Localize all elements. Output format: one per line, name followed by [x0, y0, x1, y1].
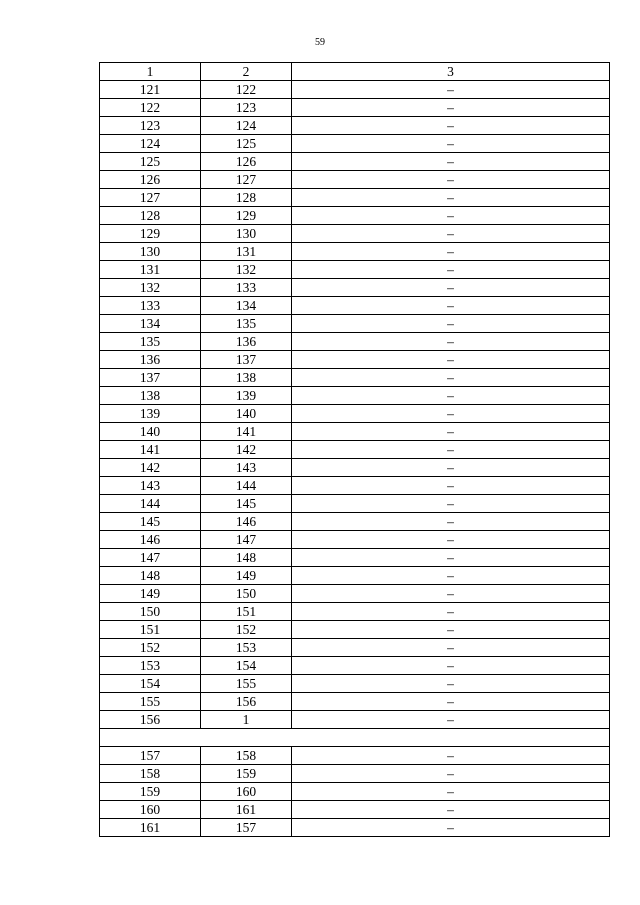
column-header: 1 [100, 63, 201, 81]
table-cell: 123 [201, 99, 292, 117]
table-row [100, 747, 610, 765]
table-cell: – [292, 459, 610, 477]
table-cell: 153 [100, 657, 201, 675]
table-row [100, 117, 610, 135]
table-cell: 125 [201, 135, 292, 153]
table-cell: 135 [100, 333, 201, 351]
table-cell: 156 [100, 711, 201, 729]
table-cell: – [292, 747, 610, 765]
table-cell: – [292, 405, 610, 423]
table-row [100, 81, 610, 99]
table-row [100, 171, 610, 189]
table-cell: 132 [201, 261, 292, 279]
table-row [100, 351, 610, 369]
table-cell: 133 [100, 297, 201, 315]
table-cell: 122 [100, 99, 201, 117]
table-cell: – [292, 513, 610, 531]
table-cell: 126 [201, 153, 292, 171]
table-cell: 121 [100, 81, 201, 99]
table-cell: – [292, 135, 610, 153]
table-cell: 140 [100, 423, 201, 441]
table-cell: 125 [100, 153, 201, 171]
table-cell: – [292, 639, 610, 657]
table-cell: 135 [201, 315, 292, 333]
table-cell: 127 [100, 189, 201, 207]
table-cell: 128 [100, 207, 201, 225]
table-cell: – [292, 171, 610, 189]
table-cell: 131 [201, 243, 292, 261]
table-cell: 129 [100, 225, 201, 243]
table-row [100, 405, 610, 423]
table-cell: 134 [201, 297, 292, 315]
table-cell: 144 [201, 477, 292, 495]
table-cell: 151 [201, 603, 292, 621]
table-cell: 140 [201, 405, 292, 423]
table-cell: 159 [100, 783, 201, 801]
table-row [100, 387, 610, 405]
table-row [100, 279, 610, 297]
table-cell: – [292, 117, 610, 135]
table-cell: 144 [100, 495, 201, 513]
table-row [100, 675, 610, 693]
table-row [100, 225, 610, 243]
table-cell: 136 [100, 351, 201, 369]
table-cell: 161 [100, 819, 201, 837]
table-row [100, 135, 610, 153]
table-cell: 145 [100, 513, 201, 531]
table-cell: 130 [100, 243, 201, 261]
table-cell: 150 [201, 585, 292, 603]
table-cell: – [292, 423, 610, 441]
page-number: 59 [315, 37, 325, 48]
table-cell: – [292, 675, 610, 693]
table-cell: 142 [100, 459, 201, 477]
table-cell: 136 [201, 333, 292, 351]
table-cell: 124 [100, 135, 201, 153]
table-cell: 155 [100, 693, 201, 711]
table-row [100, 189, 610, 207]
table-cell: 159 [201, 765, 292, 783]
table-cell: – [292, 387, 610, 405]
table-cell: – [292, 621, 610, 639]
table-cell: 158 [201, 747, 292, 765]
table-gap-cell [100, 729, 610, 747]
table-row [100, 477, 610, 495]
table-cell: 161 [201, 801, 292, 819]
table-row [100, 513, 610, 531]
table-cell: 148 [100, 567, 201, 585]
table-cell: – [292, 765, 610, 783]
table-row [100, 153, 610, 171]
table-cell: – [292, 567, 610, 585]
table-cell: – [292, 333, 610, 351]
table-row [100, 657, 610, 675]
table-cell: 138 [201, 369, 292, 387]
table-cell: 154 [100, 675, 201, 693]
table-cell: 123 [100, 117, 201, 135]
table-row [100, 783, 610, 801]
table-cell: 132 [100, 279, 201, 297]
table-row [100, 585, 610, 603]
table-cell: – [292, 783, 610, 801]
table-cell: 126 [100, 171, 201, 189]
table-cell: – [292, 297, 610, 315]
table-gap-row [100, 729, 610, 747]
table-cell: – [292, 225, 610, 243]
table-row [100, 531, 610, 549]
table-cell: – [292, 549, 610, 567]
table-row [100, 99, 610, 117]
table-cell: – [292, 81, 610, 99]
table-cell: 129 [201, 207, 292, 225]
table-cell: 139 [201, 387, 292, 405]
table-cell: – [292, 585, 610, 603]
table-cell: 122 [201, 81, 292, 99]
table-row [100, 639, 610, 657]
table-row [100, 459, 610, 477]
table-cell: 156 [201, 693, 292, 711]
table-cell: 127 [201, 171, 292, 189]
table-cell: 160 [201, 783, 292, 801]
table-cell: 147 [201, 531, 292, 549]
table-cell: 150 [100, 603, 201, 621]
table-cell: 158 [100, 765, 201, 783]
column-header: 3 [292, 63, 610, 81]
table-cell: – [292, 369, 610, 387]
table-row [100, 819, 610, 837]
table-header-row [100, 63, 610, 81]
column-header: 2 [201, 63, 292, 81]
table-row [100, 423, 610, 441]
table-cell: 139 [100, 405, 201, 423]
table-cell: 149 [201, 567, 292, 585]
table-cell: – [292, 315, 610, 333]
table-cell: – [292, 495, 610, 513]
table-cell: 157 [100, 747, 201, 765]
table-cell: – [292, 99, 610, 117]
table-cell: 143 [201, 459, 292, 477]
table-row [100, 261, 610, 279]
table-cell: – [292, 261, 610, 279]
table-cell: – [292, 711, 610, 729]
table-cell: 128 [201, 189, 292, 207]
table-cell: 153 [201, 639, 292, 657]
table-cell: – [292, 207, 610, 225]
table-row [100, 315, 610, 333]
table-cell: 145 [201, 495, 292, 513]
table-cell: – [292, 477, 610, 495]
table-cell: 141 [201, 423, 292, 441]
table-cell: – [292, 657, 610, 675]
table-row [100, 549, 610, 567]
table-row [100, 207, 610, 225]
table-cell: – [292, 351, 610, 369]
table-cell: 124 [201, 117, 292, 135]
table-row [100, 441, 610, 459]
table-cell: – [292, 243, 610, 261]
table-cell: – [292, 603, 610, 621]
table-row [100, 369, 610, 387]
table-cell: 152 [201, 621, 292, 639]
table-cell: 155 [201, 675, 292, 693]
table-cell: – [292, 153, 610, 171]
table-cell: – [292, 189, 610, 207]
table-row [100, 801, 610, 819]
table-cell: 131 [100, 261, 201, 279]
table-cell: 151 [100, 621, 201, 639]
table-cell: – [292, 693, 610, 711]
table-cell: 142 [201, 441, 292, 459]
table-cell: 152 [100, 639, 201, 657]
table-cell: 137 [201, 351, 292, 369]
table-row [100, 765, 610, 783]
table-cell: – [292, 801, 610, 819]
table-cell: 133 [201, 279, 292, 297]
table-row [100, 621, 610, 639]
table-cell: 141 [100, 441, 201, 459]
table-cell: 143 [100, 477, 201, 495]
table-cell: 157 [201, 819, 292, 837]
table-cell: – [292, 279, 610, 297]
table-cell: 1 [201, 711, 292, 729]
table-row [100, 495, 610, 513]
table-row [100, 693, 610, 711]
table-cell: 147 [100, 549, 201, 567]
table-row [100, 333, 610, 351]
table-cell: 146 [201, 513, 292, 531]
table-row [100, 243, 610, 261]
table-cell: 146 [100, 531, 201, 549]
table-cell: 160 [100, 801, 201, 819]
table-cell: 149 [100, 585, 201, 603]
table-row [100, 567, 610, 585]
table-cell: 148 [201, 549, 292, 567]
table-row [100, 711, 610, 729]
table-cell: 138 [100, 387, 201, 405]
table-row [100, 603, 610, 621]
table-cell: 154 [201, 657, 292, 675]
table-cell: 130 [201, 225, 292, 243]
table-cell: – [292, 531, 610, 549]
table-cell: – [292, 819, 610, 837]
table-cell: – [292, 441, 610, 459]
table-row [100, 297, 610, 315]
table-cell: 134 [100, 315, 201, 333]
table-cell: 137 [100, 369, 201, 387]
data-table [99, 62, 610, 837]
